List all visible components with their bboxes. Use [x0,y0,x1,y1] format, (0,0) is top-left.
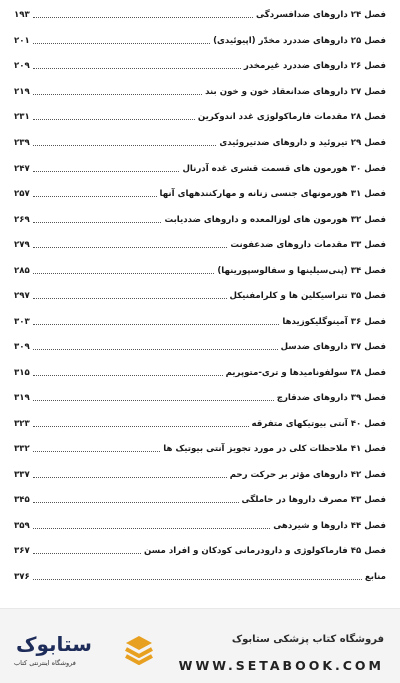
leader-dots [33,145,217,146]
leader-dots [33,94,202,95]
toc-entry-page: ۳۴۵ [14,495,30,505]
store-url-link[interactable]: WWW.SETABOOK.COM [178,658,384,673]
toc-entry-title: فصل ۲۵ داروهای ضددرد مخدّر (اپیوئیدی) [213,36,386,46]
leader-dots [33,349,278,350]
toc-entry-title: فصل ۲۸ مقدمات فارماکولوژی غدد اندوکرین [197,112,386,122]
leader-dots [33,400,274,401]
toc-entry-page: ۳۲۳ [14,419,30,429]
toc-entry-page: ۳۷۶ [14,572,30,582]
toc-entry [14,235,386,251]
leader-dots [33,222,162,223]
toc-entry-page: ۲۹۷ [14,291,30,301]
toc-entry [14,439,386,455]
toc-entry-page: ۲۵۷ [14,189,30,199]
leader-dots [33,553,141,554]
toc-entry-title: فصل ۲۶ داروهای ضددرد غیرمخدر [243,61,386,71]
leader-dots [33,196,157,197]
toc-entry [14,133,386,149]
toc-entry [14,567,386,583]
toc-entry [14,107,386,123]
toc-entry-page: ۳۱۵ [14,368,30,378]
toc-entry [14,312,386,328]
toc-entry-title: فصل ۳۳ مقدمات داروهای ضدعفونت [230,240,386,250]
toc-entry-title: فصل ۳۷ داروهای ضدسل [280,342,386,352]
toc-entry-page: ۳۰۳ [14,317,30,327]
toc-entry-page: ۳۱۹ [14,393,30,403]
toc-entry [14,261,386,277]
toc-entry-title: فصل ۳۸ سولفونامیدها و تری-متوپریم [225,368,386,378]
toc-entry-page: ۲۷۹ [14,240,30,250]
toc-entry-page: ۲۴۷ [14,164,30,174]
toc-entry [14,388,386,404]
toc-entry-title: فصل ۴۲ داروهای مؤثر بر حرکت رحم [229,470,386,480]
leader-dots [33,43,210,44]
setabook-logo[interactable] [14,632,154,676]
leader-dots [33,68,241,69]
toc-entry-title: فصل ۲۴ داروهای ضدافسردگی [256,10,386,20]
leader-dots [33,528,270,529]
leader-dots [33,119,195,120]
toc-entry-page: ۳۳۲ [14,444,30,454]
toc-entry [14,363,386,379]
leader-dots [33,273,215,274]
toc-entry-page: ۲۳۹ [14,138,30,148]
toc-entry [14,286,386,302]
toc-entry [14,210,386,226]
toc-entry-page: ۳۳۷ [14,470,30,480]
toc-entry-page: ۲۰۱ [14,36,30,46]
toc-entry-title: فصل ۳۴ (پنی‌سیلینها و سفالوسپورینها) [217,266,386,276]
toc-entry-title: فصل ۳۱ هورمونهای جنسی زنانه و مهارکنندههای آنها [159,189,386,199]
toc-entry-title: فصل ۳۹ داروهای ضدقارچ [276,393,386,403]
toc-entry-page: ۳۶۷ [14,546,30,556]
logo-wordmark: ستابوک [16,632,92,656]
toc-entry [14,337,386,353]
leader-dots [33,298,227,299]
toc-entry-page: ۳۰۹ [14,342,30,352]
leader-dots [33,247,228,248]
toc-entry [14,541,386,557]
store-name: فروشگاه کتاب پزشکی ستابوک [231,634,384,645]
leader-dots [33,451,161,452]
leader-dots [33,502,239,503]
logo-subtitle: فروشگاه اینترنتی کتاب [14,659,76,667]
toc-entry-title: فصل ۴۱ ملاحظات کلی در مورد تجویز آنتی بیوتیک ها [163,444,386,454]
toc-entry-page: ۲۳۱ [14,112,30,122]
toc-entry [14,159,386,175]
toc-entry-title: منابع [364,572,386,582]
toc-entry-title: فصل ۴۴ داروها و شیردهی [273,521,386,531]
toc-entry-page: ۲۸۵ [14,266,30,276]
toc-entry-title: فصل ۲۹ تیروئید و داروهای ضدتیروئیدی [219,138,386,148]
toc-entry-page: ۲۱۹ [14,87,30,97]
toc-entry [14,5,386,21]
leader-dots [33,375,223,376]
toc-entry-title: فصل ۴۵ فارماکولوژی و دارودرمانی کودکان و افراد مسن [144,546,386,556]
toc-entry [14,184,386,200]
toc-entry-page: ۲۶۹ [14,215,30,225]
toc-entry [14,82,386,98]
toc-entry-title: فصل ۲۷ داروهای ضدانعقاد خون و خون بند [205,87,386,97]
toc-entry [14,56,386,72]
toc-entry-title: فصل ۴۰ آنتی بیوتیکهای متفرقه [251,419,386,429]
toc-entry [14,490,386,506]
book-stack-icon [124,634,154,668]
toc-entry [14,516,386,532]
leader-dots [33,324,280,325]
toc-entry-title: فصل ۳۲ هورمون های لوزالمعده و داروهای ضددیابت [164,215,386,225]
toc-entry-title: فصل ۳۰ هورمون های قسمت قشری غده آدرنال [182,164,386,174]
leader-dots [33,579,362,580]
toc-entry [14,465,386,481]
toc-entry-page: ۳۵۹ [14,521,30,531]
leader-dots [33,17,253,18]
toc-entry-title: فصل ۳۵ تتراسیکلین ها و کلرامفنیکل [229,291,386,301]
toc-entry-title: فصل ۴۳ مصرف داروها در حاملگی [241,495,386,505]
leader-dots [33,477,227,478]
toc-entry [14,31,386,47]
leader-dots [33,171,180,172]
toc-entry-page: ۲۰۹ [14,61,30,71]
toc-entry-page: ۱۹۳ [14,10,30,20]
leader-dots [33,426,249,427]
toc-entry-title: فصل ۳۶ آمینوگلیکوزیدها [282,317,386,327]
toc-entry [14,414,386,430]
